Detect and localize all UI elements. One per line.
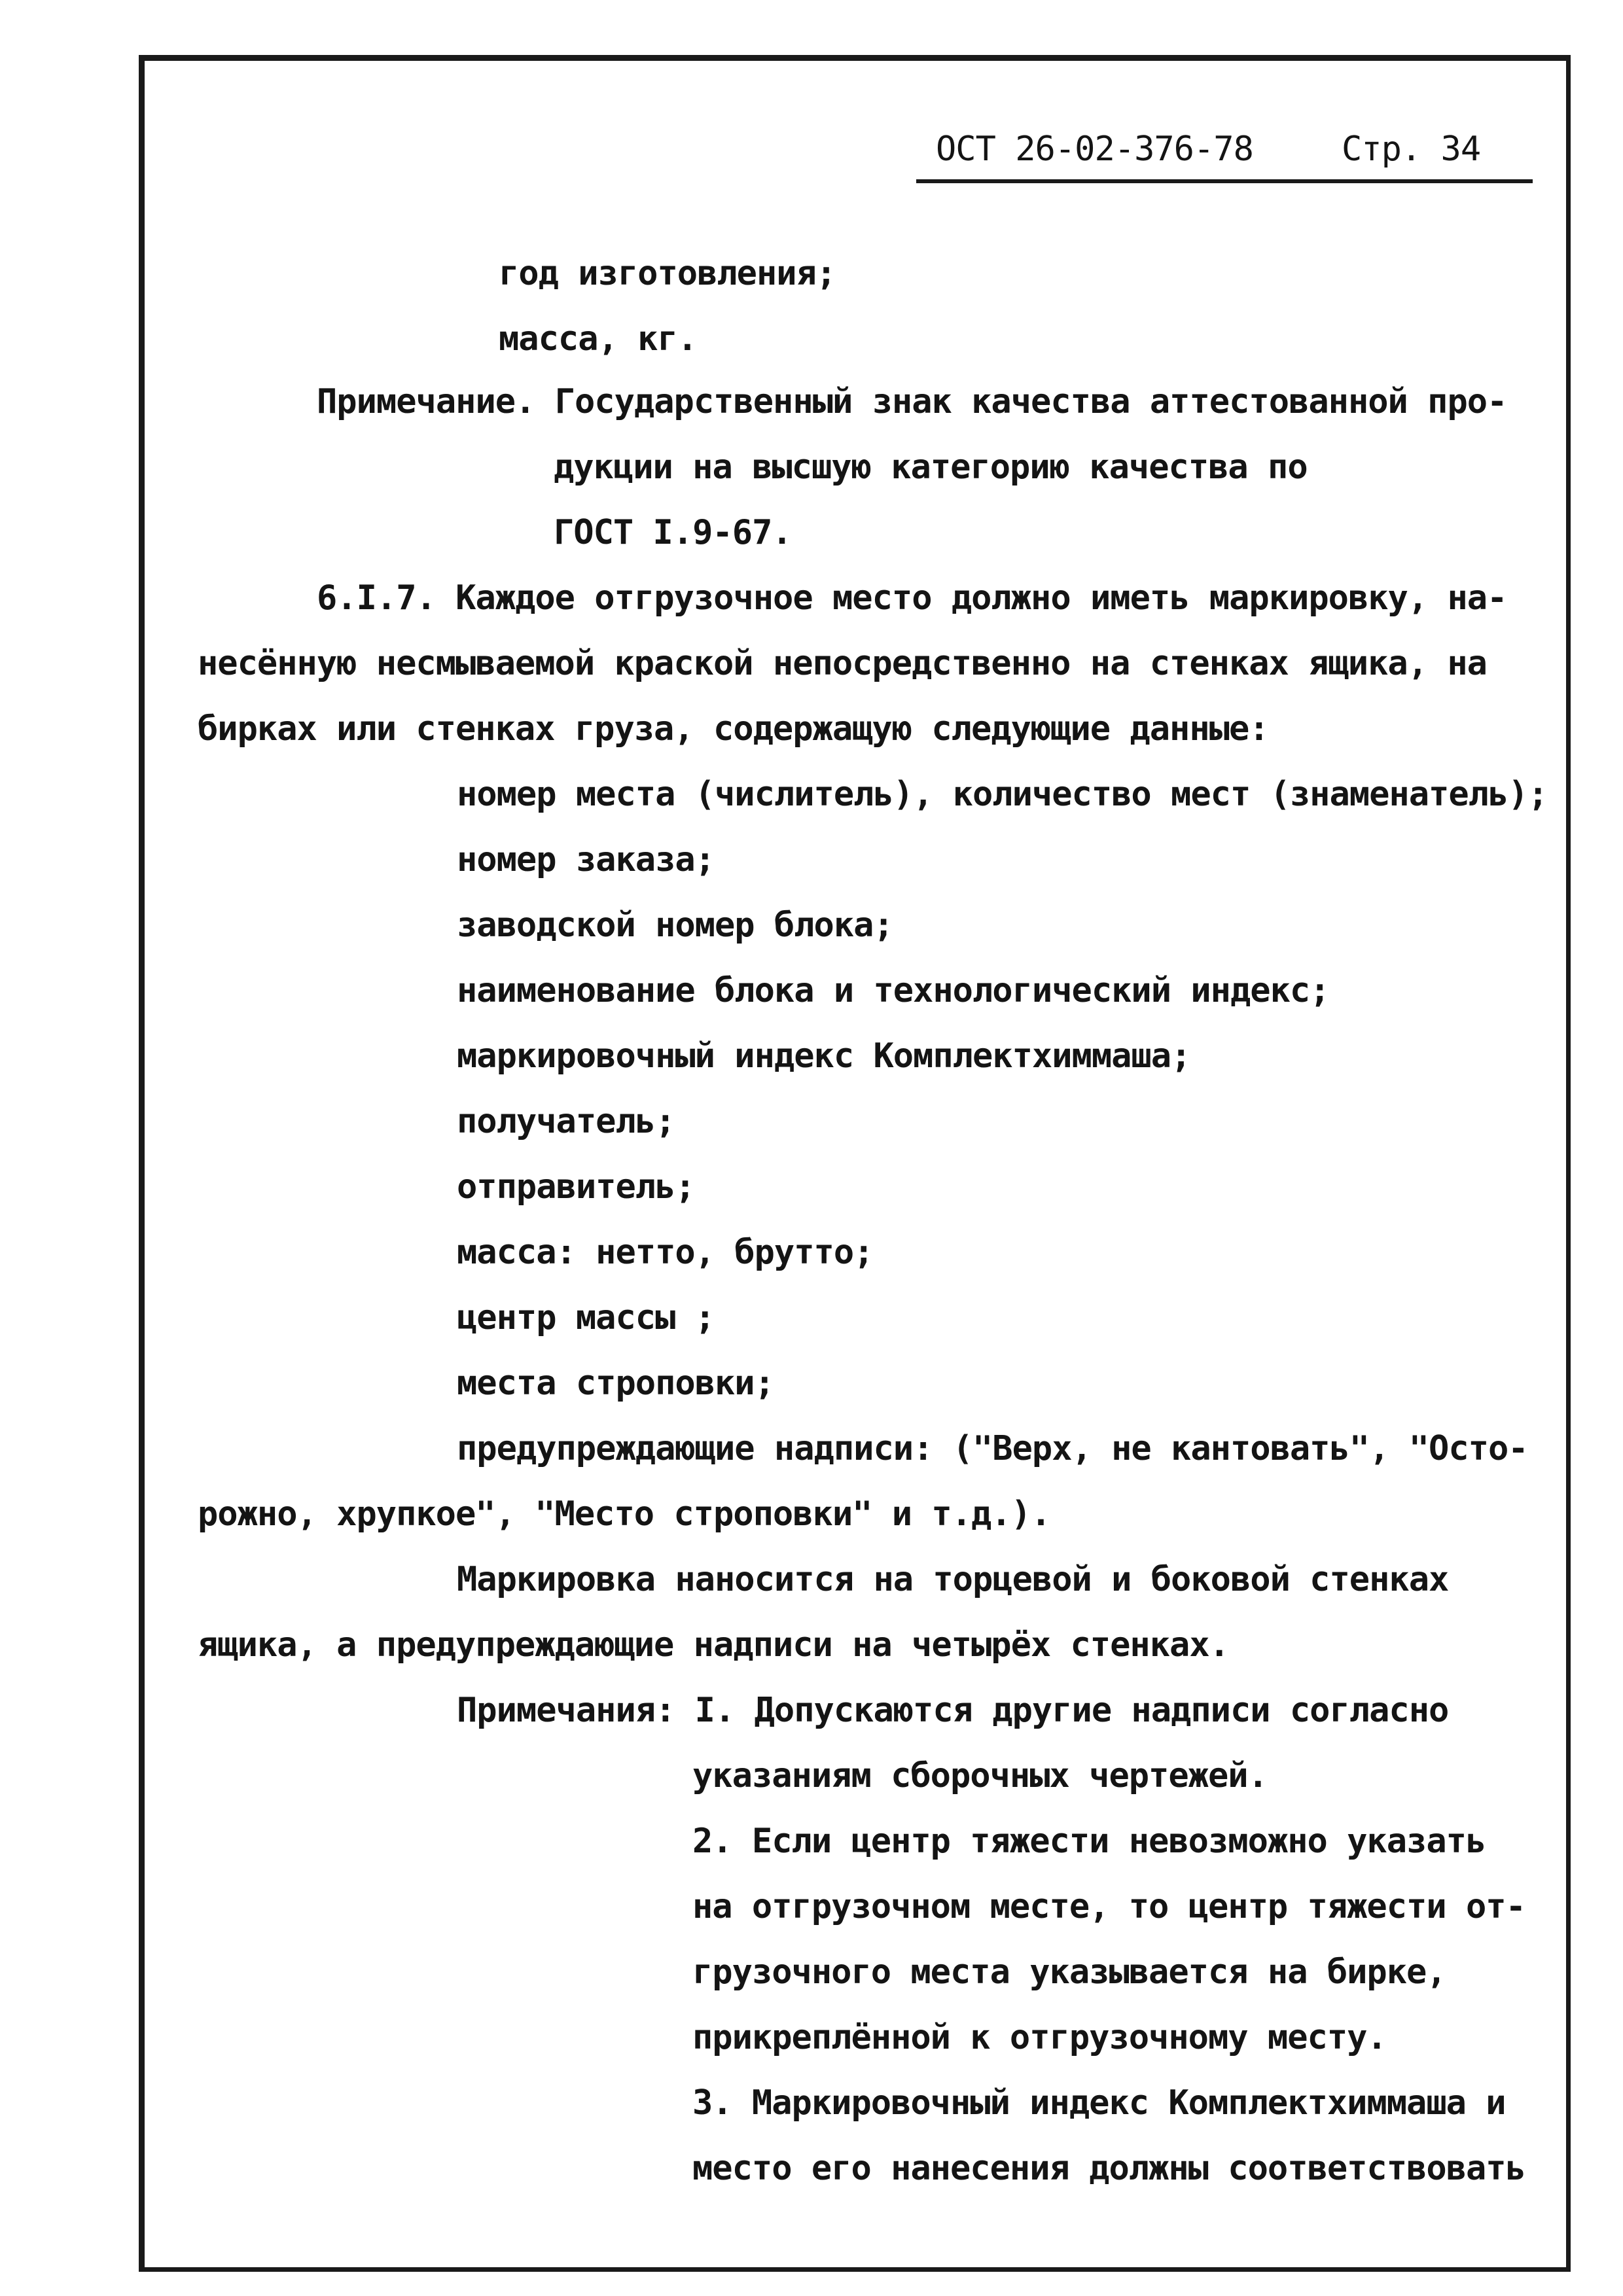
list-item: отправитель; xyxy=(457,1167,695,1207)
list-item: маркировочный индекс Комплектхиммаша; xyxy=(457,1036,1191,1076)
text-line: масса, кг. xyxy=(499,319,698,359)
note-line: ГОСТ I.9-67. xyxy=(554,513,792,552)
list-item: наименование блока и технологический индекс; xyxy=(457,971,1330,1010)
list-item: заводской номер блока; xyxy=(457,906,893,945)
list-item: места строповки; xyxy=(457,1364,774,1403)
notes-line: место его нанесения должны соответствовать xyxy=(692,2149,1525,2188)
clause-line: 6.I.7. Каждое отгрузочное место должно иметь маркировку, на- xyxy=(317,578,1507,618)
list-item: масса: нетто, брутто; xyxy=(457,1233,874,1272)
page-number: Стр. 34 xyxy=(1342,130,1481,169)
list-item: номер места (числитель), количество мест (знаменатель); xyxy=(457,775,1548,814)
list-item: центр массы ; xyxy=(457,1298,715,1337)
list-item: предупреждающие надписи: ("Верх, не кантовать", "Осто- xyxy=(457,1429,1528,1468)
list-item: рожно, хрупкое", "Место строповки" и т.д.). xyxy=(198,1494,1051,1534)
notes-line: Примечания: I. Допускаются другие надписи согласно xyxy=(457,1691,1449,1730)
notes-line: грузочного места указывается на бирке, xyxy=(692,1952,1446,1992)
notes-line: прикреплённой к отгрузочному месту. xyxy=(692,2018,1387,2057)
note-line: Примечание. Государственный знак качества аттестованной про- xyxy=(317,382,1507,421)
note-line: дукции на высшую категорию качества по xyxy=(554,448,1308,487)
list-item: номер заказа; xyxy=(457,840,715,879)
notes-line: 2. Если центр тяжести невозможно указать xyxy=(692,1822,1486,1861)
document-number: ОСТ 26-02-376-78 xyxy=(936,130,1253,169)
notes-line: на отгрузочном месте, то центр тяжести от- xyxy=(692,1887,1525,1926)
clause-line: несённую несмываемой краской непосредственно на стенках ящика, на xyxy=(198,644,1487,683)
header-underline xyxy=(916,179,1533,183)
text-line: год изготовления; xyxy=(499,254,836,293)
notes-line: указаниям сборочных чертежей. xyxy=(692,1756,1268,1795)
paragraph-line: ящика, а предупреждающие надписи на четырёх стенках. xyxy=(198,1625,1229,1665)
notes-line: 3. Маркировочный индекс Комплектхиммаша и xyxy=(692,2083,1506,2123)
clause-line: бирках или стенках груза, содержащую следующие данные: xyxy=(198,709,1269,749)
paragraph-line: Маркировка наносится на торцевой и боковой стенках xyxy=(457,1560,1449,1599)
list-item: получатель; xyxy=(457,1102,675,1141)
